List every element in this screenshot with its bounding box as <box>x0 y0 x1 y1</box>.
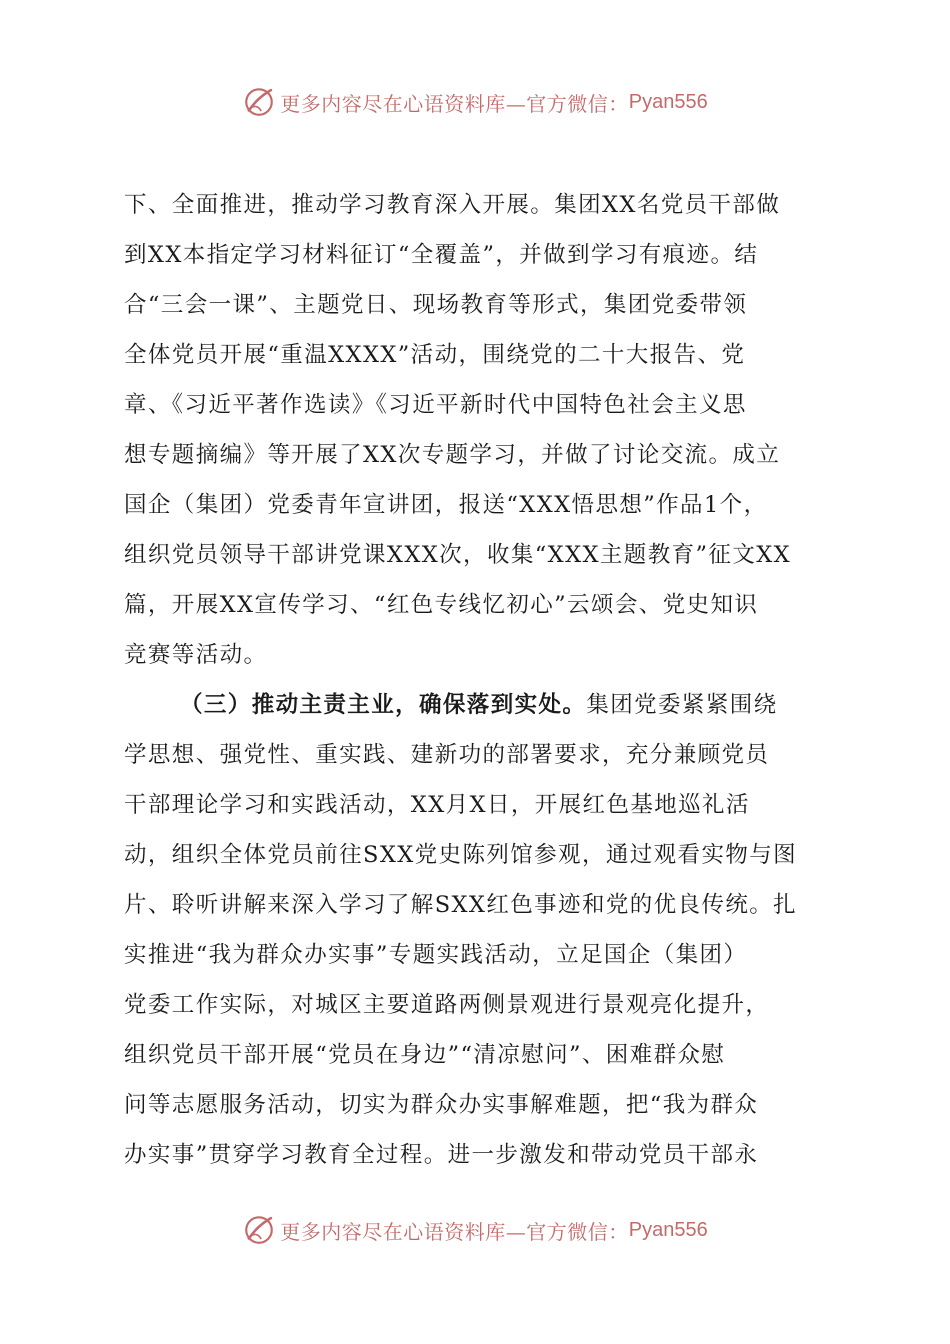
paragraph-line: 竞赛等活动。 <box>124 642 268 668</box>
section-line: 组织党员干部开展“党员在身边”“清凉慰问”、困难群众慰 <box>124 1042 726 1068</box>
section-line: 问等志愿服务活动，切实为群众办实事解难题，把“我为群众 <box>124 1092 759 1118</box>
footer-watermark <box>0 1210 950 1250</box>
section-line: 干部理论学习和实践活动，XX月X日，开展红色基地巡礼活 <box>124 792 750 818</box>
paragraph-line: 下、全面推进，推动学习教育深入开展。集团XX名党员干部做 <box>124 192 781 218</box>
paragraph-line: 想专题摘编》等开展了XX次专题学习，并做了讨论交流。成立 <box>124 442 781 468</box>
section-line: 片、聆听讲解来深入学习了解SXX红色事迹和党的优良传统。扎 <box>124 892 798 918</box>
brush-logo-icon <box>242 1213 276 1247</box>
section-first-line-text: 集团党委紧紧围绕 <box>586 692 778 718</box>
paragraph-line: 章、《习近平著作选读》《习近平新时代中国特色社会主义思 <box>124 392 747 418</box>
paragraph-line: 全体党员开展“重温XXXX”活动，围绕党的二十大报告、党 <box>124 342 746 368</box>
section-line: 学思想、强党性、重实践、建新功的部署要求，充分兼顾党员 <box>124 742 770 768</box>
paragraph-line: 到XX本指定学习材料征订“全覆盖”，并做到学习有痕迹。结 <box>124 242 759 268</box>
document-body <box>124 180 844 1180</box>
section-line: 党委工作实际，对城区主要道路两侧景观进行景观亮化提升， <box>124 992 770 1018</box>
paragraph-line: 组织党员领导干部讲党课XXX次，收集“XXX主题教育”征文XX <box>124 542 792 568</box>
watermark-text: 更多内容尽在心语资料库—官方微信： <box>280 1219 629 1244</box>
section-first-line <box>124 680 844 730</box>
paragraph-line: 国企（集团）党委青年宣讲团，报送“XXX悟思想”作品1个， <box>124 492 768 518</box>
section-heading: （三）推动主责主业，确保落到实处。 <box>180 692 587 718</box>
brush-logo-icon <box>242 85 276 119</box>
paragraph-line: 篇，开展XX宣传学习、“红色专线忆初心”云颂会、党史知识 <box>124 592 759 618</box>
watermark-text: 更多内容尽在心语资料库—官方微信： <box>280 91 629 116</box>
section-line: 实推进“我为群众办实事”专题实践活动，立足国企（集团） <box>124 942 748 968</box>
watermark-wechat-id: Pyan556 <box>628 1218 708 1241</box>
paragraph-line: 合“三会一课”、主题党日、现场教育等形式，集团党委带领 <box>124 292 748 318</box>
header-watermark <box>0 82 950 122</box>
watermark-wechat-id: Pyan556 <box>628 90 708 113</box>
section-line: 动，组织全体党员前往SXX党史陈列馆参观，通过观看实物与图 <box>124 842 798 868</box>
section-line: 办实事”贯穿学习教育全过程。进一步激发和带动党员干部永 <box>124 1142 759 1168</box>
